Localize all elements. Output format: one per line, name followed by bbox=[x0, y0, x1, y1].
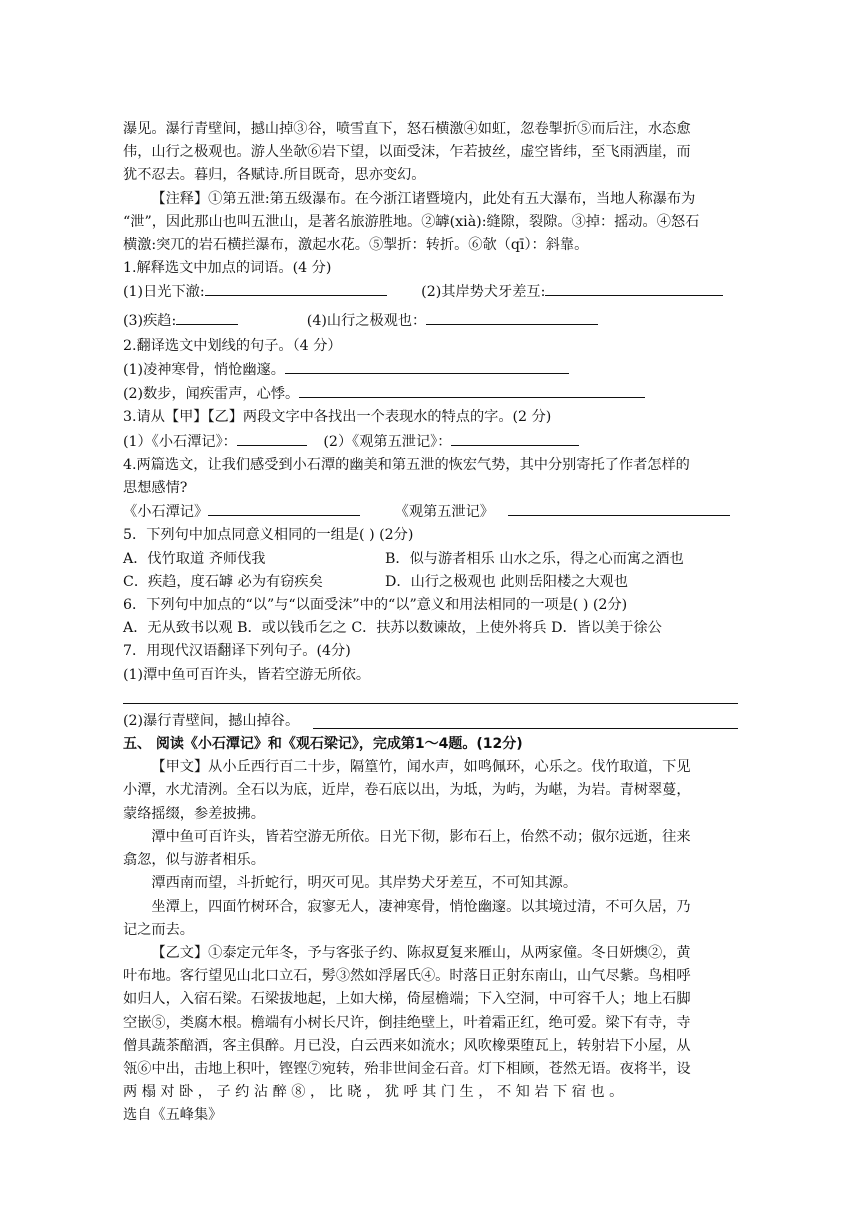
question-7-item-2 bbox=[123, 710, 738, 733]
answer-blank[interactable] bbox=[451, 430, 579, 446]
passage-b-line: 僧具蔬茶醅酒，客主俱醉。月已没，白云西来如流水；风吹橡栗堕瓦上，转射岩下小屋，从 bbox=[123, 1037, 691, 1054]
answer-blank[interactable] bbox=[426, 309, 598, 325]
question-1-row-2 bbox=[123, 309, 738, 333]
question-4-item-1: 《小石潭记》 bbox=[123, 504, 209, 521]
text-line: 瀑见。瀑行青壁间，撼山掉③谷，喷雪直下，怒石横激④如虹，忽卷掣折⑤而后注，水态愈 bbox=[123, 121, 691, 137]
passage-a-line: 【甲文】从小丘西行百二十步，隔篁竹，闻水声，如鸣佩环，心乐之。伐竹取道，下见 bbox=[151, 759, 691, 776]
passage-b-line: 【乙文】①泰定元年冬，予与客张子约、陈叔夏复来雁山，从两家僮。冬日妍燠②，黄 bbox=[151, 944, 691, 961]
question-7: 7．用现代汉语翻译下列句子。(4分) bbox=[123, 643, 351, 660]
question-4: 4.两篇选文，让我们感受到小石潭的幽美和第五泄的恢宏气势，其中分别寄托了作者怎样的 bbox=[123, 456, 690, 473]
answer-blank[interactable] bbox=[545, 280, 723, 296]
question-3-items bbox=[123, 430, 738, 454]
section-five-title: 五、 阅读《小石潭记》和《观石梁记》，完成第1～4题。(12分) bbox=[123, 736, 523, 753]
passage-a-line: 潭西南而望，斗折蛇行，明灭可见。其岸势犬牙差互，不可知其源。 bbox=[151, 875, 578, 892]
passage-a-line: 翕忽，似与游者相乐。 bbox=[123, 852, 265, 869]
source-citation: 选自《五峰集》 bbox=[123, 1107, 223, 1124]
question-1-item-3: (3)疾趋: bbox=[123, 312, 177, 329]
option-d: D．山行之极观也 此则岳阳楼之大观也 bbox=[385, 573, 628, 590]
question-3-item-2: (2）《观第五泄记》： bbox=[323, 433, 452, 450]
question-6-options: A．无从致书以观 B．或以钱币乞之 C．扶苏以数谏故，上使外将兵 D．皆以美于徐公 bbox=[123, 620, 662, 637]
passage-a-line: 坐潭上，四面竹树环合，寂寥无人，凄神寒骨，悄怆幽邃。以其境过清，不可久居，乃 bbox=[151, 898, 691, 915]
question-5-row-1 bbox=[123, 548, 738, 571]
question-2-item-1 bbox=[123, 358, 738, 382]
note-line: 横激:突兀的岩石横拦瀑布，激起水花。⑤掣折：转折。⑥欹（qī）：斜靠。 bbox=[123, 237, 589, 254]
question-2-item-2 bbox=[123, 382, 738, 406]
option-b: B．似与游者相乐 山水之乐，得之心而寓之酒也 bbox=[385, 550, 684, 567]
answer-blank[interactable] bbox=[237, 430, 307, 446]
text-line: 伟，山行之极观也。游人坐欹⑥岩下望，以面受沫，乍若披丝，虚空皆纬，至飞雨洒崖，而 bbox=[123, 144, 691, 161]
passage-a-line: 小潭，水尤清洌。全石以为底，近岸，卷石底以出，为坻，为屿，为嵁，为岩。青树翠蔓， bbox=[123, 782, 691, 799]
document-page bbox=[123, 118, 738, 1128]
passage-a-line: 潭中鱼可百许头，皆若空游无所依。日光下彻，影布石上，佁然不动；俶尔远逝，往来 bbox=[151, 828, 691, 845]
question-5-row-2 bbox=[123, 571, 738, 594]
question-5: 5．下列句中加点同意义相同的一组是( ) (2分) bbox=[123, 527, 414, 544]
passage-b-line: 空嵌⑤，类腐木根。檐端有小树长尺许，倒挂绝壁上，叶着霜正红，绝可爱。梁下有寺，寺 bbox=[123, 1014, 691, 1031]
question-3: 3.请从【甲】【乙】两段文字中各找出一个表现水的特点的字。(2 分) bbox=[123, 409, 552, 426]
answer-line[interactable] bbox=[123, 689, 738, 704]
note-line: “泄”，因此那山也叫五泄山，是著名旅游胜地。②罅(xià):缝隙，裂隙。③掉：摇动。④怒石 bbox=[123, 213, 700, 230]
question-2: 2.翻译选文中划线的句子。（4 分） bbox=[123, 337, 342, 354]
question-1-item-2: (2)其岸势犬牙差互: bbox=[421, 284, 546, 301]
question-4-cont: 思想感情? bbox=[123, 480, 188, 497]
question-1: 1.解释选文中加点的词语。(4 分) bbox=[123, 260, 332, 277]
option-a: A．伐竹取道 齐师伐我 bbox=[123, 550, 266, 567]
question-1-item-1: (1)日光下澈: bbox=[123, 284, 205, 301]
option-c: C．疾趋，度石罅 必为有窃疾矣 bbox=[123, 573, 323, 590]
answer-blank[interactable] bbox=[299, 382, 645, 398]
question-3-item-1: (1）《小石潭记》： bbox=[123, 433, 237, 450]
note-line: 【注释】①第五泄:第五级瀑布。在今浙江诸暨境内，此处有五大瀑布，当地人称瀑布为 bbox=[151, 190, 696, 207]
question-2-item-1-text: (1)凌神寒骨，悄怆幽邃。 bbox=[123, 362, 285, 379]
answer-blank[interactable] bbox=[176, 309, 238, 325]
question-7-item-2-text: (2)瀑行青壁间，撼山掉谷。 bbox=[123, 712, 300, 729]
passage-b-line: 瓴⑥中出，击地上积叶，铿铿⑦宛转，殆非世间金石音。灯下相顾，苍然无语。夜将半，设 bbox=[123, 1060, 691, 1077]
question-1-item-4: (4)山行之极观也： bbox=[306, 312, 427, 329]
question-6: 6．下列句中加点的“以”与“以面受沫”中的“以”意义和用法相同的一项是( ) (2分) bbox=[123, 597, 628, 614]
answer-blank[interactable] bbox=[208, 500, 360, 516]
question-4-item-2: 《观第五泄记》 bbox=[394, 504, 494, 521]
passage-a-line: 记之而去。 bbox=[123, 921, 194, 938]
answer-blank[interactable] bbox=[313, 713, 738, 729]
question-7-item-1: (1)潭中鱼可百许头，皆若空游无所依。 bbox=[123, 666, 371, 683]
answer-blank[interactable] bbox=[508, 500, 730, 516]
passage-a-line: 蒙络摇缀，参差披拂。 bbox=[123, 805, 265, 822]
question-4-items bbox=[123, 500, 738, 524]
answer-blank[interactable] bbox=[205, 280, 387, 296]
text-line: 犹不忍去。暮归，各赋诗.所目既奇，思亦变幻。 bbox=[123, 167, 426, 184]
question-1-row-1 bbox=[123, 280, 738, 304]
answer-blank[interactable] bbox=[285, 358, 569, 374]
question-2-item-2-text: (2)数步，闻疾雷声，心悸。 bbox=[123, 386, 300, 403]
passage-b-line: 如归人，入宿石梁。石梁拔地起，上如大梯，倚屋檐端；下入空洞，中可容千人；地上石脚 bbox=[123, 991, 691, 1008]
passage-b-line: 叶布地。客行望见山北口立石，髣③然如浮屠氏④。时落日正射东南山，山气尽紫。鸟相呼 bbox=[123, 968, 691, 985]
passage-b-line: 两 榻 对 卧 ， 子 约 沾 醉 ⑧ ， 比 晓 ， 犹 呼 其 门 生 ， 不 知 岩 下 宿 也 。 bbox=[123, 1084, 624, 1101]
